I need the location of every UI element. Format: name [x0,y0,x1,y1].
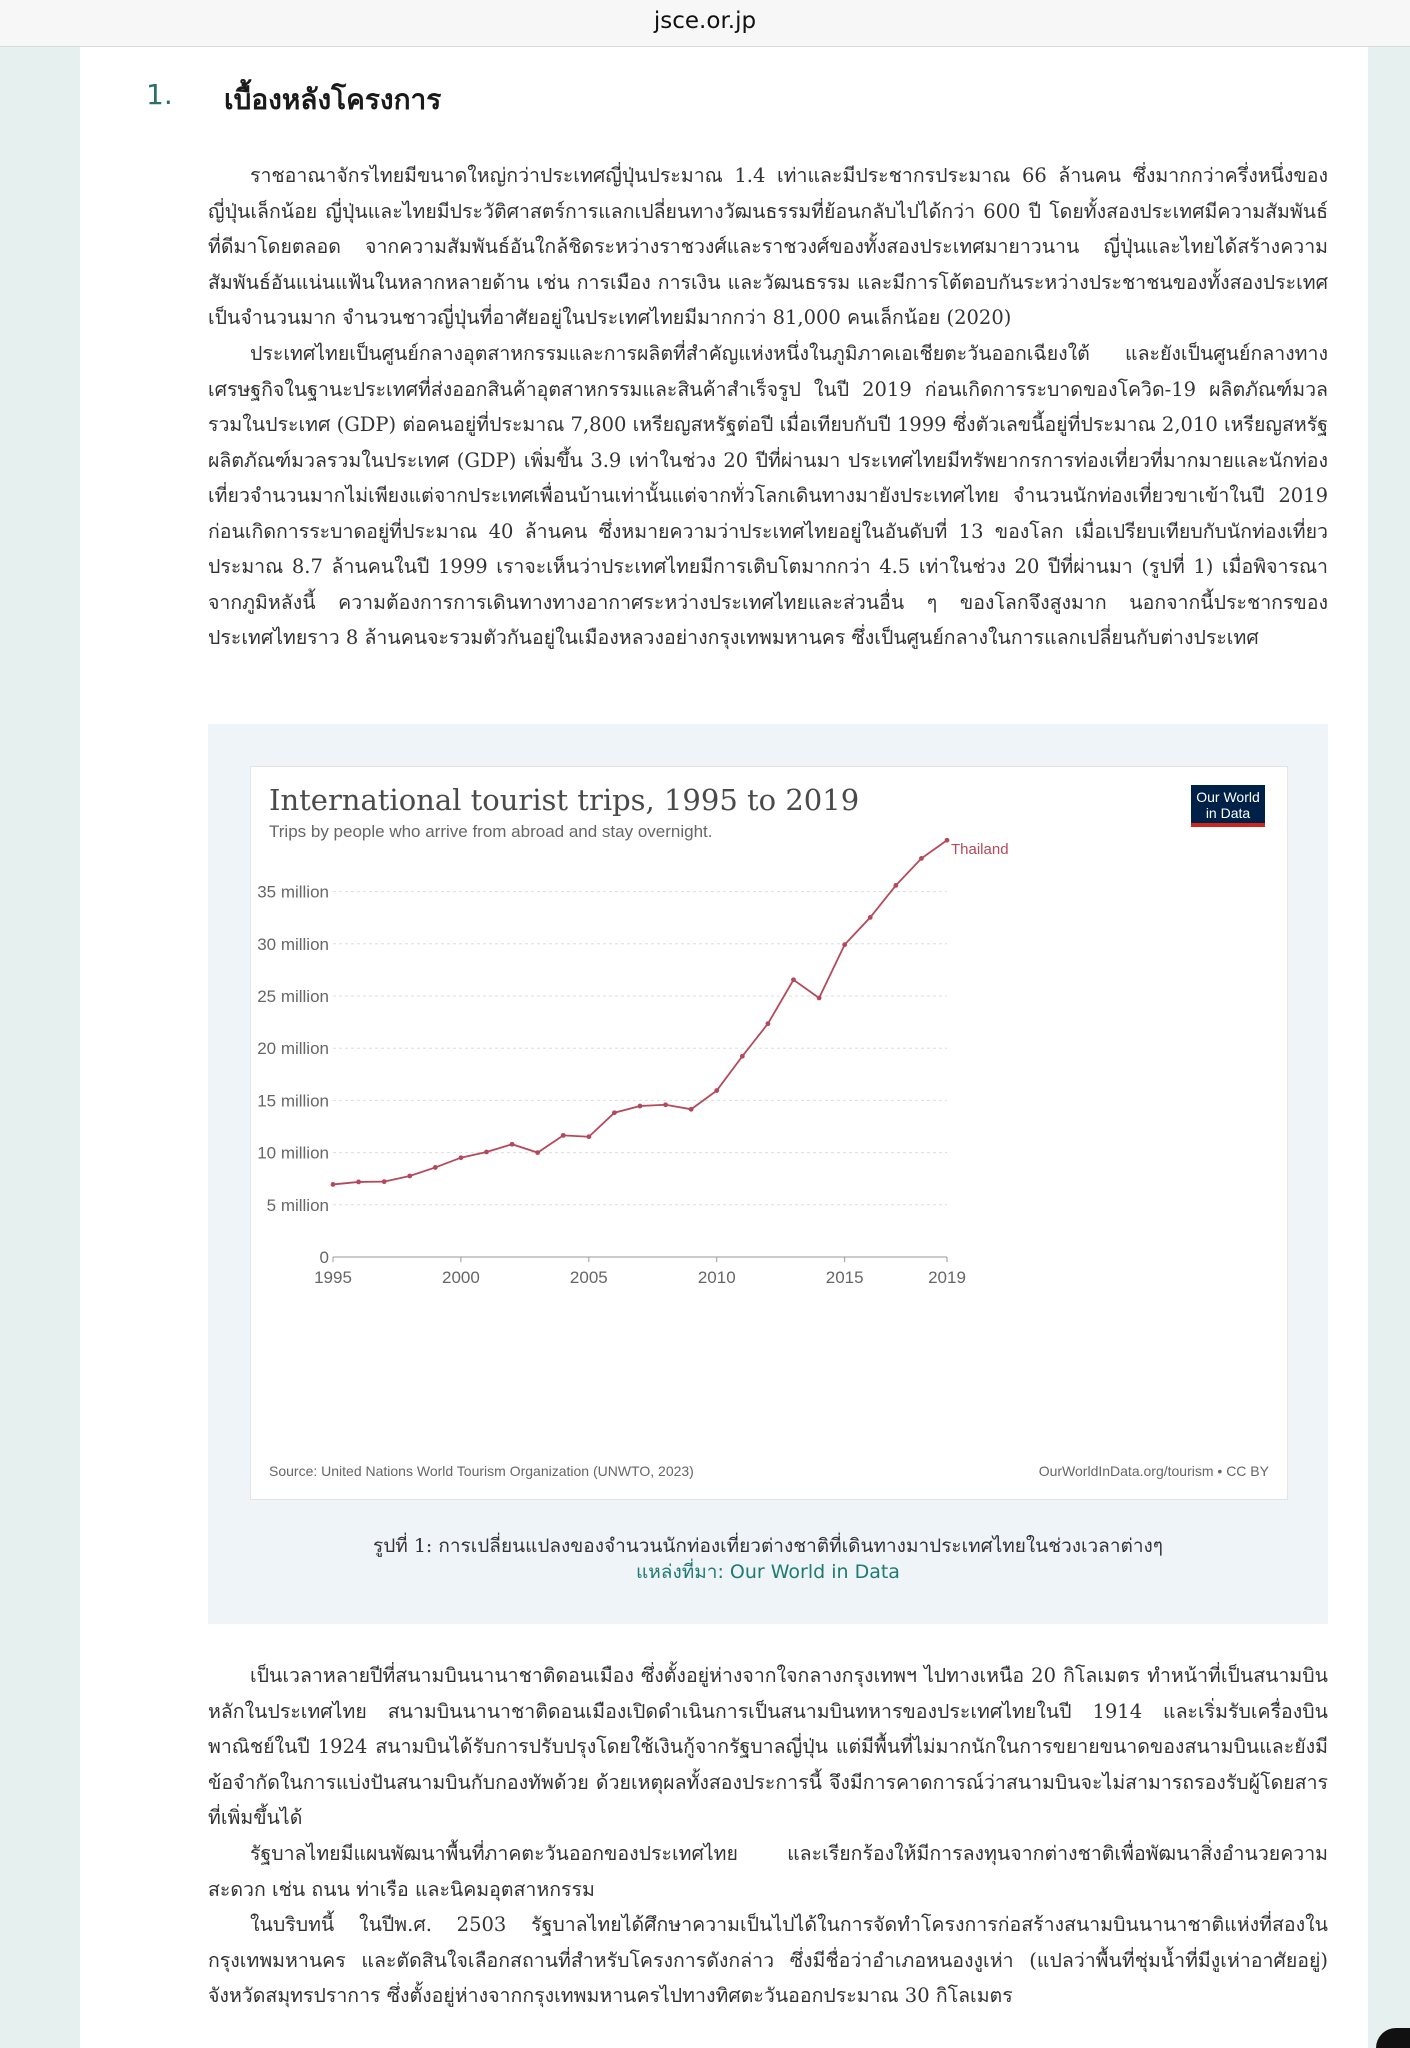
y-tick-label: 15 million [257,1091,329,1111]
chart-card [250,766,1288,1500]
y-tick-label: 25 million [257,987,329,1006]
paragraph-5: ในบริบทนี้ ในปีพ.ศ. 2503 รัฐบาลไทยได้ศึกษาความเป็นไปได้ในการจัดทำโครงการก่อสร้างสนามบินนานาชาติแห่งที่สองในกรุงเทพมหานคร และตัดสินใจเลือกสถานที่สำหรับโครงการดังกล่าว ซึ่งมีชื่อว่าอำเภอหนองงูเห่า (แปลว่าพื้นที่ชุ่มน้ำที่มีงูเห่าอาศัยอยู่) จังหวัดสมุทรปราการ ซึ่งตั้งอยู่ห่างจากกรุงเทพมหานครไปทางทิศตะวันออกประมาณ 30 กิโลเมตร [208,1913,1328,2007]
data-point [791,977,796,982]
data-point [382,1179,387,1184]
data-point [945,838,950,843]
y-tick-label: 10 million [257,1143,329,1163]
figure-caption-source[interactable]: แหล่งที่มา: Our World in Data [636,1561,900,1583]
data-point [919,856,924,861]
x-tick-label: 2019 [928,1268,966,1287]
left-margin [0,47,80,2048]
data-point [689,1107,694,1112]
line-chart [251,767,1287,1457]
data-point [459,1155,464,1160]
y-tick-label: 35 million [257,882,329,902]
series-label: Thailand [951,841,1009,859]
data-point [433,1165,438,1170]
data-point [535,1150,540,1155]
x-tick-label: 2015 [825,1268,864,1287]
data-point [842,942,847,947]
paragraph-4: รัฐบาลไทยมีแผนพัฒนาพื้นที่ภาคตะวันออกของประเทศไทย และเรียกร้องให้มีการลงทุนจากต่างชาติเพื่อพัฒนาสิ่งอำนวยความสะดวก เช่น ถนน ท่าเรือ และนิคมอุตสาหกรรม [208,1842,1328,1901]
data-point [638,1104,643,1109]
paragraph-3: เป็นเวลาหลายปีที่สนามบินนานาชาติดอนเมือง ซึ่งตั้งอยู่ห่างจากใจกลางกรุงเทพฯ ไปทางเหนือ 20 กิโลเมตร ทำหน้าที่เป็นสนามบินหลักในประเทศไทย สนามบินนานาชาติดอนเมืองเปิดดำเนินการเป็นสนามบินทหารของประเทศไทยในปี 1914 และเริ่มรับเครื่องบินพาณิชย์ในปี 1924 สนามบินได้รับการปรับปรุงโดยใช้เงินกู้จากรัฐบาลญี่ปุ่น แต่มีพื้นที่ไม่มากนักในการขยายขนาดของสนามบินและยังมีข้อจำกัดในการแบ่งปันสนามบินกับกองทัพด้วย ด้วยเหตุผลทั้งสองประการนี้ จึงมีการคาดการณ์ว่าสนามบินจะไม่สามารถรองรับผู้โดยสารที่เพิ่มขึ้นได้ [208,1664,1328,1829]
chart-title: International tourist trips, 1995 to 2019 [269,783,860,817]
right-margin [1368,47,1410,2048]
data-point [868,915,873,920]
data-point [586,1134,591,1139]
y-tick-label: 30 million [257,934,329,954]
logo-line-2: in Data [1205,805,1251,821]
chart-license[interactable]: OurWorldInData.org/tourism • CC BY [1038,1463,1269,1479]
x-tick-label: 2010 [697,1268,736,1287]
x-tick-label: 2000 [442,1268,480,1287]
y-tick-label: 20 million [257,1039,329,1059]
data-point [356,1180,361,1185]
data-point [893,883,898,888]
section-number: 1. [146,78,173,111]
data-point [663,1102,668,1107]
data-point [484,1150,489,1155]
data-point [817,996,822,1001]
data-point [612,1110,617,1115]
x-tick-label: 2005 [569,1268,608,1287]
paragraph-2: ประเทศไทยเป็นศูนย์กลางอุตสาหกรรมและการผลิตที่สำคัญแห่งหนึ่งในภูมิภาคเอเชียตะวันออกเฉียงใต้ และยังเป็นศูนย์กลางทางเศรษฐกิจในฐานะประเทศที่ส่งออกสินค้าอุตสาหกรรมและสินค้าสำเร็จรูป ในปี 2019 ก่อนเกิดการระบาดของโควิด-19 ผลิตภัณฑ์มวลรวมในประเทศ (GDP) ต่อคนอยู่ที่ประมาณ 7,800 เหรียญสหรัฐต่อปี เมื่อเทียบกับปี 1999 ซึ่งตัวเลขนี้อยู่ที่ประมาณ 2,010 เหรียญสหรัฐ ผลิตภัณฑ์มวลรวมในประเทศ (GDP) เพิ่มขึ้น 3.9 เท่าในช่วง 20 ปีที่ผ่านมา ประเทศไทยมีทรัพยากรการท่องเที่ยวที่มากมายและนักท่องเที่ยวจำนวนมากไม่เพียงแต่จากประเทศเพื่อนบ้านเท่านั้นแต่จากทั่วโลกเดินทางมายังประเทศไทย จำนวนนักท่องเที่ยวขาเข้าในปี 2019 ก่อนเกิดการระบาดอยู่ที่ประมาณ 40 ล้านคน ซึ่งหมายความว่าประเทศไทยอยู่ในอันดับที่ 13 ของโลก เมื่อเปรียบเทียบกับนักท่องเที่ยวประมาณ 8.7 ล้านคนในปี 1999 เราจะเห็นว่าประเทศไทยมีการเติบโตมากกว่า 4.5 เท่าในช่วง 20 ปีที่ผ่านมา (รูปที่ 1) เมื่อพิจารณาจากภูมิหลังนี้ ความต้องการการเดินทางทางอากาศระหว่างประเทศไทยและส่วนอื่น ๆ ของโลกจึงสูงมาก นอกจากนี้ประชากรของประเทศไทยราว 8 ล้านคนจะรวมตัวกันอยู่ในเมืองหลวงอย่างกรุงเทพมหานคร ซึ่งเป็นศูนย์กลางในการแลกเปลี่ยนกับต่างประเทศ [208,342,1328,649]
data-point [740,1054,745,1059]
logo-line-1: Our World [1196,789,1260,805]
y-tick-label: 0 [319,1248,329,1267]
chart-subtitle: Trips by people who arrive from abroad and stay overnight. [269,822,713,841]
url-text[interactable]: jsce.or.jp [653,8,757,34]
section-title: เบื้องหลังโครงการ [224,83,442,116]
chart-source: Source: United Nations World Tourism Organization (UNWTO, 2023) [269,1463,694,1479]
data-point [766,1021,771,1026]
data-point [331,1182,336,1187]
data-point [714,1088,719,1093]
data-point [407,1174,412,1179]
data-point [561,1133,566,1138]
figure-caption: รูปที่ 1: การเปลี่ยนแปลงของจำนวนนักท่องเที่ยวต่างชาติที่เดินทางมาประเทศไทยในช่วงเวลาต่างๆ [373,1535,1163,1557]
x-tick-label: 1995 [314,1268,352,1287]
address-bar[interactable] [0,0,1410,47]
y-tick-label: 5 million [266,1195,329,1215]
paragraph-1: ราชอาณาจักรไทยมีขนาดใหญ่กว่าประเทศญี่ปุ่นประมาณ 1.4 เท่าและมีประชากรประมาณ 66 ล้านคน ซึ่งมากกว่าครึ่งหนึ่งของญี่ปุ่นเล็กน้อย ญี่ปุ่นและไทยมีประวัติศาสตร์การแลกเปลี่ยนทางวัฒนธรรมที่ย้อนกลับไปได้กว่า 600 ปี โดยทั้งสองประเทศมีความสัมพันธ์ที่ดีมาโดยตลอด จากความสัมพันธ์อันใกล้ชิดระหว่างราชวงศ์และราชวงศ์ของทั้งสองประเทศมายาวนาน ญี่ปุ่นและไทยได้สร้างความสัมพันธ์อันแน่นแฟ้นในหลากหลายด้าน เช่น การเมือง การเงิน และวัฒนธรรม และมีการโต้ตอบกันระหว่างประชาชนของทั้งสองประเทศเป็นจำนวนมาก จำนวนชาวญี่ปุ่นที่อาศัยอยู่ในประเทศไทยมีมากกว่า 81,000 คนเล็กน้อย (2020) [208,164,1328,329]
data-point [510,1142,515,1147]
